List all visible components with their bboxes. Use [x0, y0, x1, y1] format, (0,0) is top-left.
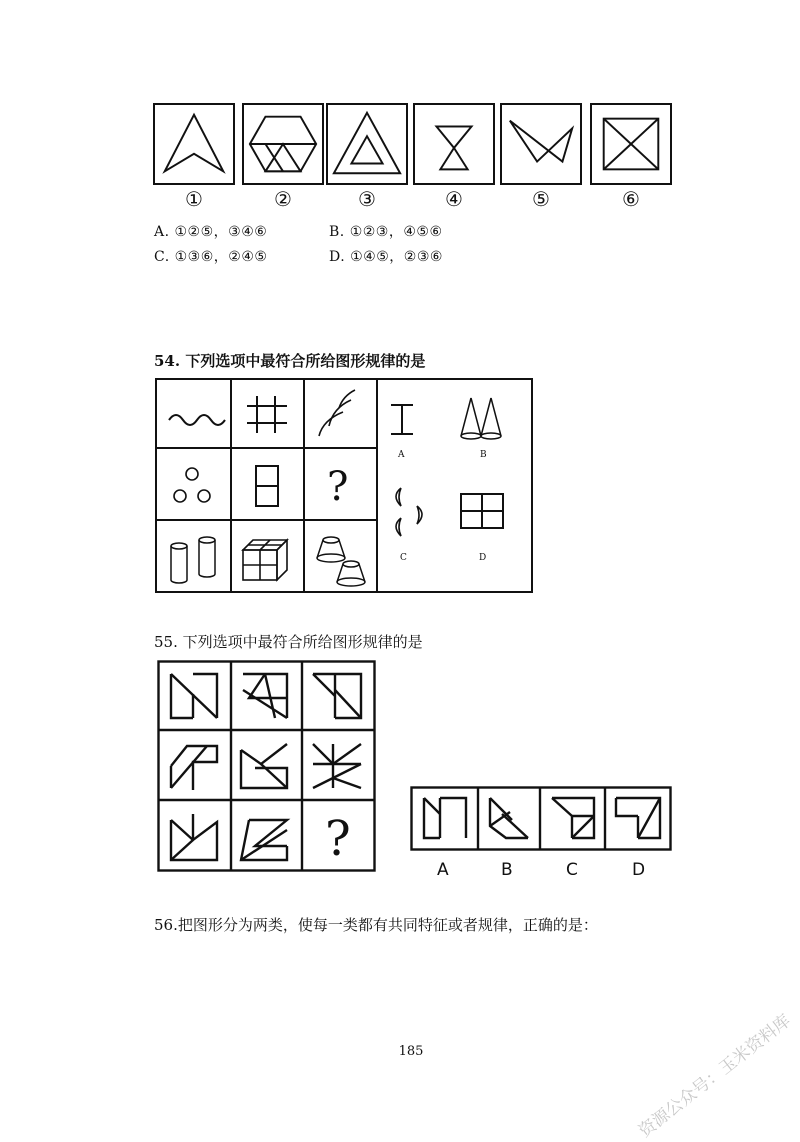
watermark: 资源公众号：玉米资料库 — [635, 1010, 795, 1142]
q54-cell-cylinders — [171, 537, 215, 583]
q54-figure-grid — [155, 378, 533, 593]
q53-figure-3 — [326, 103, 408, 185]
q53-figure-1 — [153, 103, 235, 185]
q54-cell-frustums — [317, 537, 365, 586]
q54-option-a-figure[interactable] — [391, 405, 413, 434]
q55-cell-2-3 — [313, 744, 361, 788]
q55-cell-1-2 — [243, 674, 287, 718]
q55-option-d-figure[interactable] — [616, 798, 660, 838]
q53-label-2: ② — [274, 187, 292, 211]
q53-option-b[interactable]: B. ①②③，④⑤⑥ — [329, 224, 443, 240]
q55-option-a-label: A — [437, 860, 449, 879]
q53-option-a[interactable]: A. ①②⑤，③④⑥ — [154, 224, 268, 240]
q53-figure-2 — [242, 103, 324, 185]
q54-cell-arcs — [319, 390, 355, 436]
q55-cell-3-2 — [241, 820, 287, 860]
q53-figure-4 — [413, 103, 495, 185]
q53-label-1: ① — [185, 187, 203, 211]
q55-cell-2-2 — [241, 744, 287, 788]
q55-cell-1-3 — [313, 674, 361, 718]
q54-cell-circles — [174, 468, 210, 502]
q54-option-c-figure[interactable] — [396, 488, 422, 536]
q55-question-mark: ? — [325, 811, 351, 867]
q54-title: 54. 下列选项中最符合所给图形规律的是 — [154, 352, 426, 370]
q53-label-5: ⑤ — [532, 187, 550, 211]
q54-option-d-label: D — [479, 553, 487, 563]
q55-option-d-label: D — [632, 860, 646, 879]
q54-option-c-label: C — [400, 553, 407, 563]
q53-label-3: ③ — [358, 187, 376, 211]
q53-label-4: ④ — [445, 187, 463, 211]
page-number: 185 — [398, 1044, 424, 1059]
q56-title: 56.把图形分为两类，使每一类都有共同特征或者规律，正确的是： — [154, 916, 598, 934]
q54-cell-rect — [256, 466, 278, 506]
q55-option-b-label: B — [501, 860, 513, 879]
q53-option-d[interactable]: D. ①④⑤，②③⑥ — [329, 249, 443, 265]
q55-option-c-label: C — [566, 860, 578, 879]
q53-figure-6 — [590, 103, 672, 185]
q55-option-a-figure[interactable] — [424, 798, 466, 838]
q53-label-6: ⑥ — [622, 187, 640, 211]
q54-cell-hash — [247, 396, 287, 433]
q54-cell-wave — [169, 415, 225, 425]
q53-figure-5 — [500, 103, 582, 185]
q54-option-b-figure[interactable] — [461, 398, 501, 439]
q53-option-c[interactable]: C. ①③⑥，②④⑤ — [154, 249, 268, 265]
q54-option-a-label: A — [398, 450, 405, 460]
q55-cell-2-1 — [171, 746, 217, 790]
q55-figure-grid — [157, 660, 376, 872]
q55-options-strip — [410, 786, 672, 879]
q55-title: 55. 下列选项中最符合所给图形规律的是 — [154, 633, 423, 651]
q54-question-mark: ? — [327, 464, 349, 510]
q54-option-d-figure[interactable] — [461, 494, 503, 528]
q54-cell-cube — [243, 540, 287, 580]
q55-cell-1-1 — [171, 674, 217, 718]
q54-option-b-label: B — [480, 450, 487, 460]
q55-cell-3-1 — [171, 814, 217, 860]
q55-option-c-figure[interactable] — [552, 798, 594, 838]
q55-option-b-figure[interactable] — [490, 798, 528, 838]
